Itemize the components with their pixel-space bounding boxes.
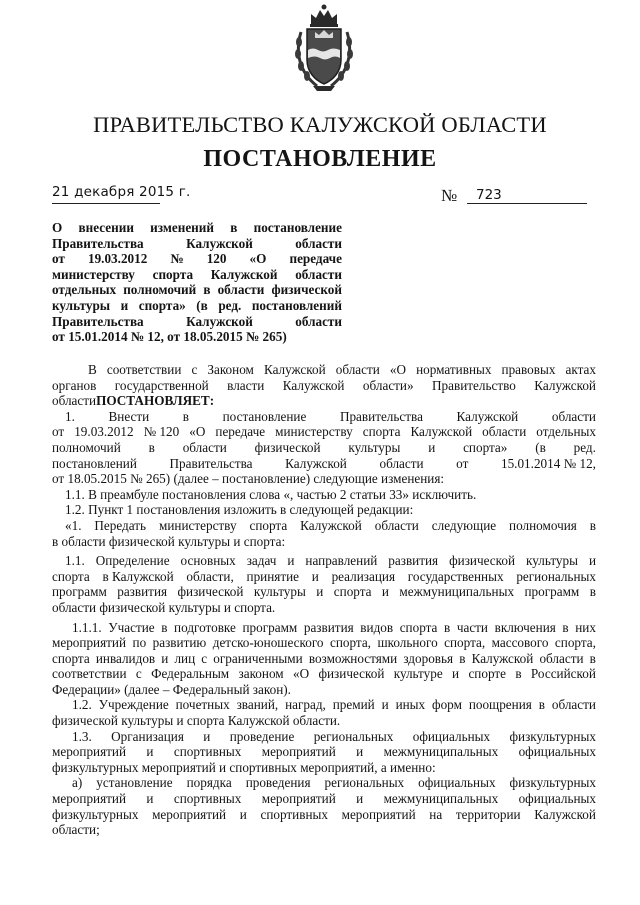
body-word: Внести (108, 408, 150, 424)
body-word: области (551, 697, 596, 713)
body-word: ограниченными (213, 650, 303, 666)
body-word: 19.03.2012 (74, 424, 134, 440)
body-word: установление (96, 775, 173, 791)
body-line (52, 409, 596, 425)
body-word: культуры (253, 584, 306, 600)
body-word: в (515, 666, 522, 682)
body-word: территории (455, 806, 521, 822)
subject-line (52, 314, 342, 330)
body-word: Калужской (285, 455, 347, 471)
body-word: области; (52, 822, 100, 838)
body-word: Организация (111, 728, 184, 744)
body-word: порядка (186, 775, 232, 791)
body-word: в (182, 408, 190, 424)
body-word: официальных (518, 791, 596, 807)
body-word: спорта (399, 619, 438, 635)
body-word: межмуниципальных (399, 584, 515, 600)
body-word: основных (180, 553, 236, 569)
subject-word: передаче (289, 251, 342, 267)
document-type-heading: ПОСТАНОВЛЕНИЕ (203, 146, 437, 172)
body-word: «1. (65, 517, 82, 533)
body-word: Законом (207, 362, 254, 377)
body-word: задач (246, 553, 277, 569)
body-line (52, 822, 596, 838)
body-word: и (203, 728, 211, 744)
body-word: области (379, 455, 424, 471)
body-word: наград, (285, 697, 326, 713)
body-word: официальных (418, 775, 496, 791)
body-word: развития (303, 619, 354, 635)
subject-line (52, 329, 342, 345)
body-word: спорта (333, 584, 372, 600)
body-word: соответствии (52, 666, 127, 682)
body-word: спорта, (444, 635, 486, 651)
body-word: Правительство (432, 377, 516, 393)
body-word: мероприятий (261, 744, 336, 760)
body-line (52, 697, 596, 713)
body-word: Калужской (534, 806, 596, 822)
body-word: реализация (331, 568, 396, 584)
body-word: развития (388, 553, 439, 569)
subject-word: области (217, 282, 265, 298)
body-word: органов (52, 377, 97, 393)
body-word: направлений (305, 553, 378, 569)
body-line (52, 729, 596, 745)
body-word: Калужской (410, 424, 473, 440)
subject-word: О (52, 220, 63, 235)
subject-word: изменений (150, 220, 214, 235)
body-word: званий, (236, 697, 279, 713)
body-word: 1.1.1. (72, 619, 102, 635)
body-word: постановление (222, 408, 307, 424)
body-word: области, (186, 568, 234, 584)
subject-word: области (295, 266, 342, 282)
body-line (52, 651, 596, 667)
body-word: физкультурных (509, 775, 596, 791)
body-word: культуры (526, 553, 578, 569)
body-word: области (335, 362, 380, 377)
body-word: передаче (215, 424, 266, 440)
body-word: 1.2. (72, 697, 92, 713)
subject-word: спорта» (138, 297, 186, 313)
body-word: части (456, 619, 488, 635)
subject-word: Калужской (210, 266, 278, 282)
body-line (52, 775, 596, 791)
body-word: включения (494, 619, 556, 635)
body-word: а) (72, 775, 83, 791)
body-word: Определение (95, 553, 170, 569)
body-word: спорта (249, 517, 288, 533)
body-word: мероприятий (52, 791, 127, 807)
body-word: иных (395, 697, 426, 713)
body-word: государственной (114, 377, 209, 393)
document-body (52, 362, 596, 838)
body-word: в (589, 517, 596, 533)
body-line (52, 584, 596, 600)
body-word: в (148, 439, 155, 455)
body-line (52, 682, 596, 698)
subject-word: от (52, 251, 65, 267)
subject-line (52, 267, 342, 283)
body-word: власти (227, 377, 265, 393)
body-word: физической культуры и спорта Калужской области. (52, 713, 341, 729)
body-word: 1.1. (65, 553, 85, 569)
body-word: проведения (245, 775, 311, 791)
body-word: 15.01.2014 № 12, (500, 455, 596, 471)
subject-word: внесении (78, 220, 134, 235)
body-word: на (429, 806, 443, 822)
body-word: области» (362, 377, 414, 393)
subject-line (52, 220, 342, 236)
body-word: Учреждение (98, 697, 169, 713)
body-word: проведение (229, 728, 295, 744)
body-word: полномочия (509, 517, 577, 533)
body-line (52, 440, 596, 456)
body-word: поощрения (468, 697, 532, 713)
body-word: спортивных (260, 806, 328, 822)
body-word: и (311, 568, 319, 584)
body-word: мероприятий (152, 806, 227, 822)
subject-word: ред. (218, 297, 242, 313)
subject-word: в (230, 220, 238, 235)
body-word: физкультурных (509, 728, 596, 744)
body-word: Калужской (534, 377, 596, 393)
body-word: региональных (516, 568, 596, 584)
body-line (52, 456, 596, 472)
subject-word: 120 (206, 251, 227, 267)
body-word: области (539, 650, 584, 666)
body-word: спорта, (554, 635, 596, 651)
body-line (52, 635, 596, 651)
body-word: 1.2. Пункт 1 постановления изложить в следующей редакции: (65, 502, 414, 518)
body-word: В (88, 362, 97, 377)
body-word: спорта (362, 424, 401, 440)
body-word: нормативных (416, 362, 492, 377)
subject-line (52, 282, 342, 298)
body-word: министерству (275, 424, 353, 440)
body-word: развитию (152, 635, 207, 651)
body-line (52, 534, 596, 550)
body-word: школьного (377, 635, 438, 651)
body-word: межмуниципальных (383, 744, 499, 760)
body-word: региональных (313, 728, 394, 744)
body-word: от 18.05.2015 № 265) (далее – постановление) следующие изменения: (52, 471, 445, 487)
body-word: с (191, 362, 198, 377)
body-word: и (316, 584, 324, 600)
body-word: Калужской (471, 650, 534, 666)
body-word: министерству (158, 517, 237, 533)
number-underline (467, 203, 587, 204)
body-word: мероприятий (52, 744, 127, 760)
body-word: Правительства (339, 408, 423, 424)
government-title: ПРАВИТЕЛЬСТВО КАЛУЖСКОЙ ОБЛАСТИ (93, 112, 547, 137)
body-line (52, 791, 596, 807)
body-word: физической (177, 584, 244, 600)
body-word: в (589, 650, 596, 666)
body-line (52, 807, 596, 823)
body-word: официальных (518, 744, 596, 760)
body-word: области физической культуры и спорта. (52, 599, 276, 615)
body-word: здоровья (403, 650, 454, 666)
body-word: мероприятий (341, 806, 416, 822)
body-word: постановлений (52, 455, 137, 471)
body-word: и (161, 650, 169, 666)
body-word: возможностями (308, 650, 398, 666)
body-word: 1.3. (72, 728, 92, 744)
body-line (52, 471, 596, 487)
body-word: массового (491, 635, 549, 651)
body-line (52, 760, 596, 776)
body-word: и (452, 666, 460, 682)
body-line (52, 502, 596, 518)
body-word: почетных (175, 697, 230, 713)
body-word: программ (242, 619, 298, 635)
subject-word: Калужской (186, 235, 253, 251)
subject-word: «О (249, 251, 267, 267)
body-word: и (146, 744, 154, 760)
subject-line (52, 236, 342, 252)
body-word: Калужской (300, 517, 362, 533)
body-word: мероприятий (261, 791, 336, 807)
body-word: области (374, 517, 419, 533)
body-line (52, 362, 596, 378)
body-word: и (356, 744, 364, 760)
body-word: «О (292, 666, 310, 682)
body-word: спортивных (173, 744, 242, 760)
body-word: спорта, (329, 635, 371, 651)
body-word: государственных (407, 568, 504, 584)
body-word: видов (360, 619, 394, 635)
body-word: соответствии (106, 362, 182, 377)
body-word: спорта (52, 650, 90, 666)
body-word: и (356, 791, 364, 807)
body-line (52, 553, 596, 569)
body-line (52, 713, 596, 729)
body-word: с (201, 650, 208, 666)
body-word: Калужской (282, 377, 345, 393)
subject-word: культуры (52, 297, 111, 313)
body-word: детско-юношеского (212, 635, 324, 651)
subject-word: физической (271, 282, 342, 298)
body-line (52, 600, 596, 616)
subject-word: 19.03.2012 (87, 251, 148, 267)
body-word: от (52, 424, 65, 440)
body-line (52, 393, 596, 409)
body-word: Российской (530, 666, 596, 682)
body-word: межмуниципальных (383, 791, 499, 807)
body-word: области (52, 393, 97, 409)
subject-word: Правительства (52, 235, 144, 251)
body-word: следующие (431, 517, 497, 533)
body-word: Федерации» (далее – Федеральный закон). (52, 681, 291, 697)
subject-word: Правительства (52, 313, 144, 329)
subject-word: в (203, 282, 211, 298)
body-word: Передать (94, 517, 147, 533)
body-word: спортивных (173, 791, 242, 807)
subject-line (52, 298, 342, 314)
body-word: правовых (501, 362, 556, 377)
body-line (52, 744, 596, 760)
body-word: региональных (324, 775, 405, 791)
subject-word: спорта (152, 266, 194, 282)
body-word: актах (565, 362, 596, 377)
body-word: области (551, 408, 596, 424)
body-word: в области физической культуры и спорта: (52, 533, 286, 549)
subject-word: (в (196, 297, 208, 313)
body-word: спорта» (463, 439, 508, 455)
coat-of-arms-icon (293, 2, 355, 92)
body-word: 1. (65, 408, 75, 424)
body-word: в (562, 619, 569, 635)
body-word: отдельных (536, 424, 596, 440)
body-word: инвалидов (95, 650, 156, 666)
date-underline (52, 203, 160, 204)
body-word: и (239, 806, 247, 822)
document-subject (52, 220, 342, 345)
body-word: законом (238, 666, 284, 682)
body-word: культуры (348, 439, 401, 455)
body-word: «О (389, 362, 407, 377)
body-word: Правительства (169, 455, 253, 471)
body-word: Участие (108, 619, 155, 635)
body-word: в (538, 697, 545, 713)
subject-word: полномочий (123, 282, 197, 298)
body-word: по (132, 635, 147, 651)
body-word: подготовке (174, 619, 236, 635)
body-word: области (182, 439, 227, 455)
body-word: Калужской (263, 362, 326, 377)
document-date: 21 декабря 2015 г. (52, 184, 191, 200)
body-word: физкультурных мероприятий и спортивных мероприятий, а именно: (52, 759, 436, 775)
body-word: № 120 (143, 424, 180, 440)
subject-word: отдельных (52, 282, 117, 298)
body-line (52, 569, 596, 585)
number-label: № (441, 186, 458, 205)
body-line (52, 424, 596, 440)
body-word: и (381, 697, 389, 713)
subject-word: постановление (253, 220, 342, 235)
body-word: с (135, 666, 142, 682)
subject-word: Калужской (186, 313, 253, 329)
body-word: в (459, 650, 466, 666)
body-word: 1.1. В преамбуле постановления слова «, частью 2 статьи 33» исключить. (65, 486, 477, 502)
subject-word: министерству (52, 266, 135, 282)
body-word: и (428, 439, 436, 455)
body-word: форм (432, 697, 462, 713)
body-word: и (588, 553, 596, 569)
body-word: «О (189, 424, 206, 440)
body-word: и (146, 791, 154, 807)
body-word: ред. (573, 439, 596, 455)
body-word: физкультурных (52, 806, 139, 822)
body-word: от (456, 455, 469, 471)
body-word: лиц (174, 650, 196, 666)
body-word: программ (524, 584, 580, 600)
body-word: полномочий (52, 439, 121, 455)
body-word: и (381, 584, 389, 600)
body-word: официальных (412, 728, 491, 744)
body-word: и (287, 553, 295, 569)
body-word: в (444, 619, 451, 635)
body-word: мероприятий (52, 635, 127, 651)
body-word: в Калужской (102, 568, 174, 584)
body-line (52, 518, 596, 534)
body-line (52, 487, 596, 503)
body-word: Федеральным (151, 666, 230, 682)
body-word: физической (254, 439, 321, 455)
body-word: спорта (52, 568, 90, 584)
body-word: физической (449, 553, 516, 569)
body-word: премий (332, 697, 375, 713)
body-word: в (161, 619, 168, 635)
subject-word: области (295, 313, 342, 329)
body-word: спорте (468, 666, 506, 682)
body-word: области (482, 424, 527, 440)
body-word: в (589, 584, 596, 600)
subject-word: области (295, 235, 342, 251)
body-line (52, 666, 596, 682)
body-word: программ (52, 584, 107, 600)
body-word: Калужской (456, 408, 519, 424)
postanovlyaet-keyword: ПОСТАНОВЛЯЕТ: (96, 393, 215, 409)
body-word: принятие (246, 568, 300, 584)
body-line (52, 378, 596, 394)
body-word: культуре (393, 666, 443, 682)
body-word: развития (117, 584, 168, 600)
subject-word: и (120, 297, 129, 313)
subject-word: № (170, 251, 184, 267)
body-word: них (575, 619, 596, 635)
subject-line (52, 251, 342, 267)
body-line (52, 620, 596, 636)
subject-word: от 15.01.2014 № 12, от 18.05.2015 № 265) (52, 329, 287, 345)
body-word: физической (318, 666, 385, 682)
body-word: (в (535, 439, 546, 455)
subject-word: постановлений (251, 297, 342, 313)
document-number: 723 (476, 187, 502, 203)
